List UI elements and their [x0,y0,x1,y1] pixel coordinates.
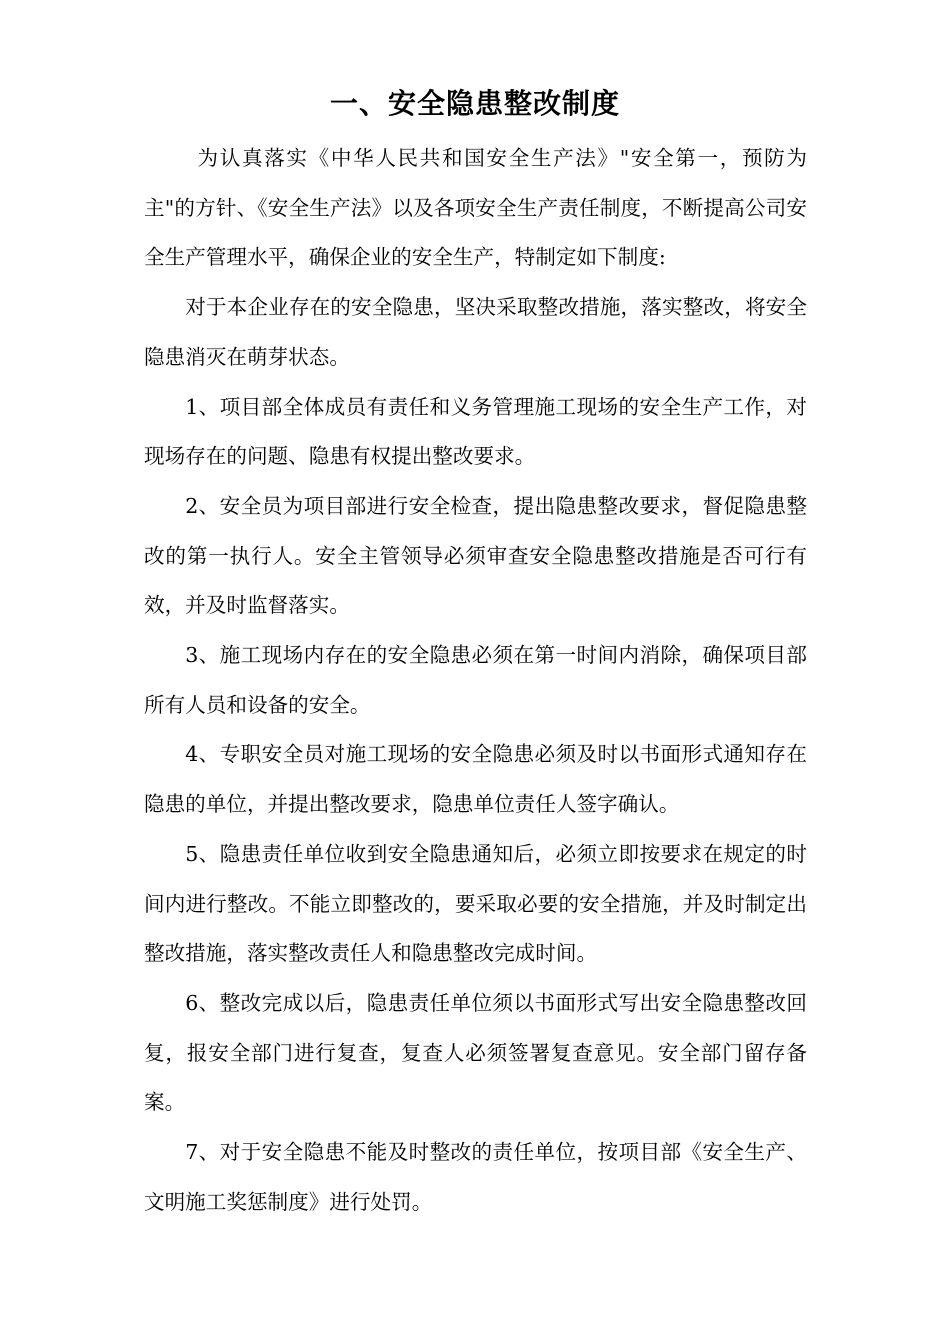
rule-item-2: 2、安全员为项目部进行安全检查，提出隐患整改要求，督促隐患整改的第一执行人。安全主管领导必须审查安全隐患整改措施是否可行有效，并及时监督落实。 [144,493,807,618]
rule-item-3: 3、施工现场内存在的安全隐患必须在第一时间内消除，确保项目部所有人员和设备的安全。 [144,643,807,717]
document-title: 一、安全隐患整改制度 [329,87,620,120]
document-body [144,134,807,1227]
rule-item-6: 6、整改完成以后，隐患责任单位须以书面形式写出安全隐患整改回复，报安全部门进行复查，复查人必须签署复查意见。安全部门留存备案。 [144,990,807,1115]
intro-paragraph: 为认真落实《中华人民共和国安全生产法》"安全第一，预防为主"的方针、《安全生产法》以及各项安全生产责任制度，不断提高公司安全生产管理水平，确保企业的安全生产，特制定如下制度: [144,146,807,270]
rule-item-1: 1、项目部全体成员有责任和义务管理施工现场的安全生产工作，对现场存在的问题、隐患有权提出整改要求。 [144,394,807,469]
policy-paragraph: 对于本企业存在的安全隐患，坚决采取整改措施，落实整改，将安全隐患消灭在萌芽状态。 [144,295,807,369]
rule-item-4: 4、专职安全员对施工现场的安全隐患必须及时以书面形式通知存在隐患的单位，并提出整改要求，隐患单位责任人签字确认。 [144,742,807,817]
rule-item-7: 7、对于安全隐患不能及时整改的责任单位，按项目部《安全生产、文明施工奖惩制度》进行处罚。 [144,1140,807,1214]
rule-item-5: 5、隐患责任单位收到安全隐患通知后，必须立即按要求在规定的时间内进行整改。不能立即整改的，要采取必要的安全措施，并及时制定出整改措施，落实整改责任人和隐患整改完成时间。 [144,841,807,966]
